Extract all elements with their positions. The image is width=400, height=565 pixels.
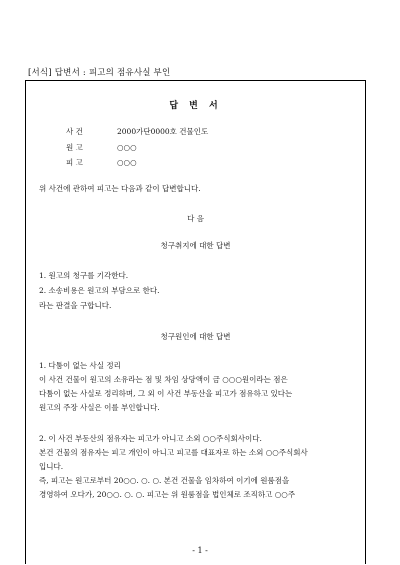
section1-heading: 청구취지에 대한 답변 [160,241,231,250]
paragraph1-line-1: 이 사건 건물이 원고의 소유라는 점 및 차임 상당액이 금 ○○○원이라는 점은 [39,375,288,384]
intro-text: 위 사건에 관하여 피고는 다음과 같이 답변합니다. [39,184,201,193]
section2-heading: 청구원인에 대한 답변 [160,332,231,341]
next-heading: 다 음 [187,214,204,223]
paragraph2-title: 2. 이 사건 부동산의 점유자는 피고가 아니고 소외 ○○주식회사이다. [39,434,262,443]
section1-item-2: 2. 소송비용은 원고의 부담으로 한다. [39,286,160,295]
section1-item-3: 라는 판결을 구합니다. [39,301,112,310]
paragraph1-title: 1. 다툼이 없는 사실 정리 [39,361,121,370]
case-number: 2000가단0000호 건물인도 [117,127,209,136]
paragraph2-line-1: 본건 건물의 점유자는 피고 개인이 아니고 피고를 대표자로 하는 소외 ○○주식회사 [39,448,308,457]
defendant-name: ○○○ [117,158,137,167]
page-number: - 1 - [192,546,208,555]
case-label: 사 건 [66,127,83,136]
paragraph2-line-2: 입니다. [39,462,64,471]
defendant-label: 피 고 [66,158,83,167]
paragraph1-line-3: 원고의 주장 사실은 이를 부인합니다. [39,403,160,412]
paragraph1-line-2: 다툼이 없는 사실로 정리하며, 그 외 이 사건 부동산을 피고가 점유하고 있다는 [39,389,293,398]
plaintiff-name: ○○○ [117,143,137,152]
document-frame [25,80,366,564]
paragraph2-line-4: 경영하여 오다가, 20○○. ○. ○. 피고는 위 원룸점을 법인체로 조직하고 ○○주 [39,490,296,499]
section1-item-1: 1. 원고의 청구를 기각한다. [39,271,129,280]
form-label: [서식] 답변서 : 피고의 점유사실 부인 [28,68,171,78]
paragraph2-line-3: 즉, 피고는 원고로부터 20○○. ○. ○. 본건 건물을 임차하여 이기에 원룸점을 [39,476,290,485]
plaintiff-label: 원 고 [66,143,83,152]
document-title: 답 변 서 [169,101,222,111]
